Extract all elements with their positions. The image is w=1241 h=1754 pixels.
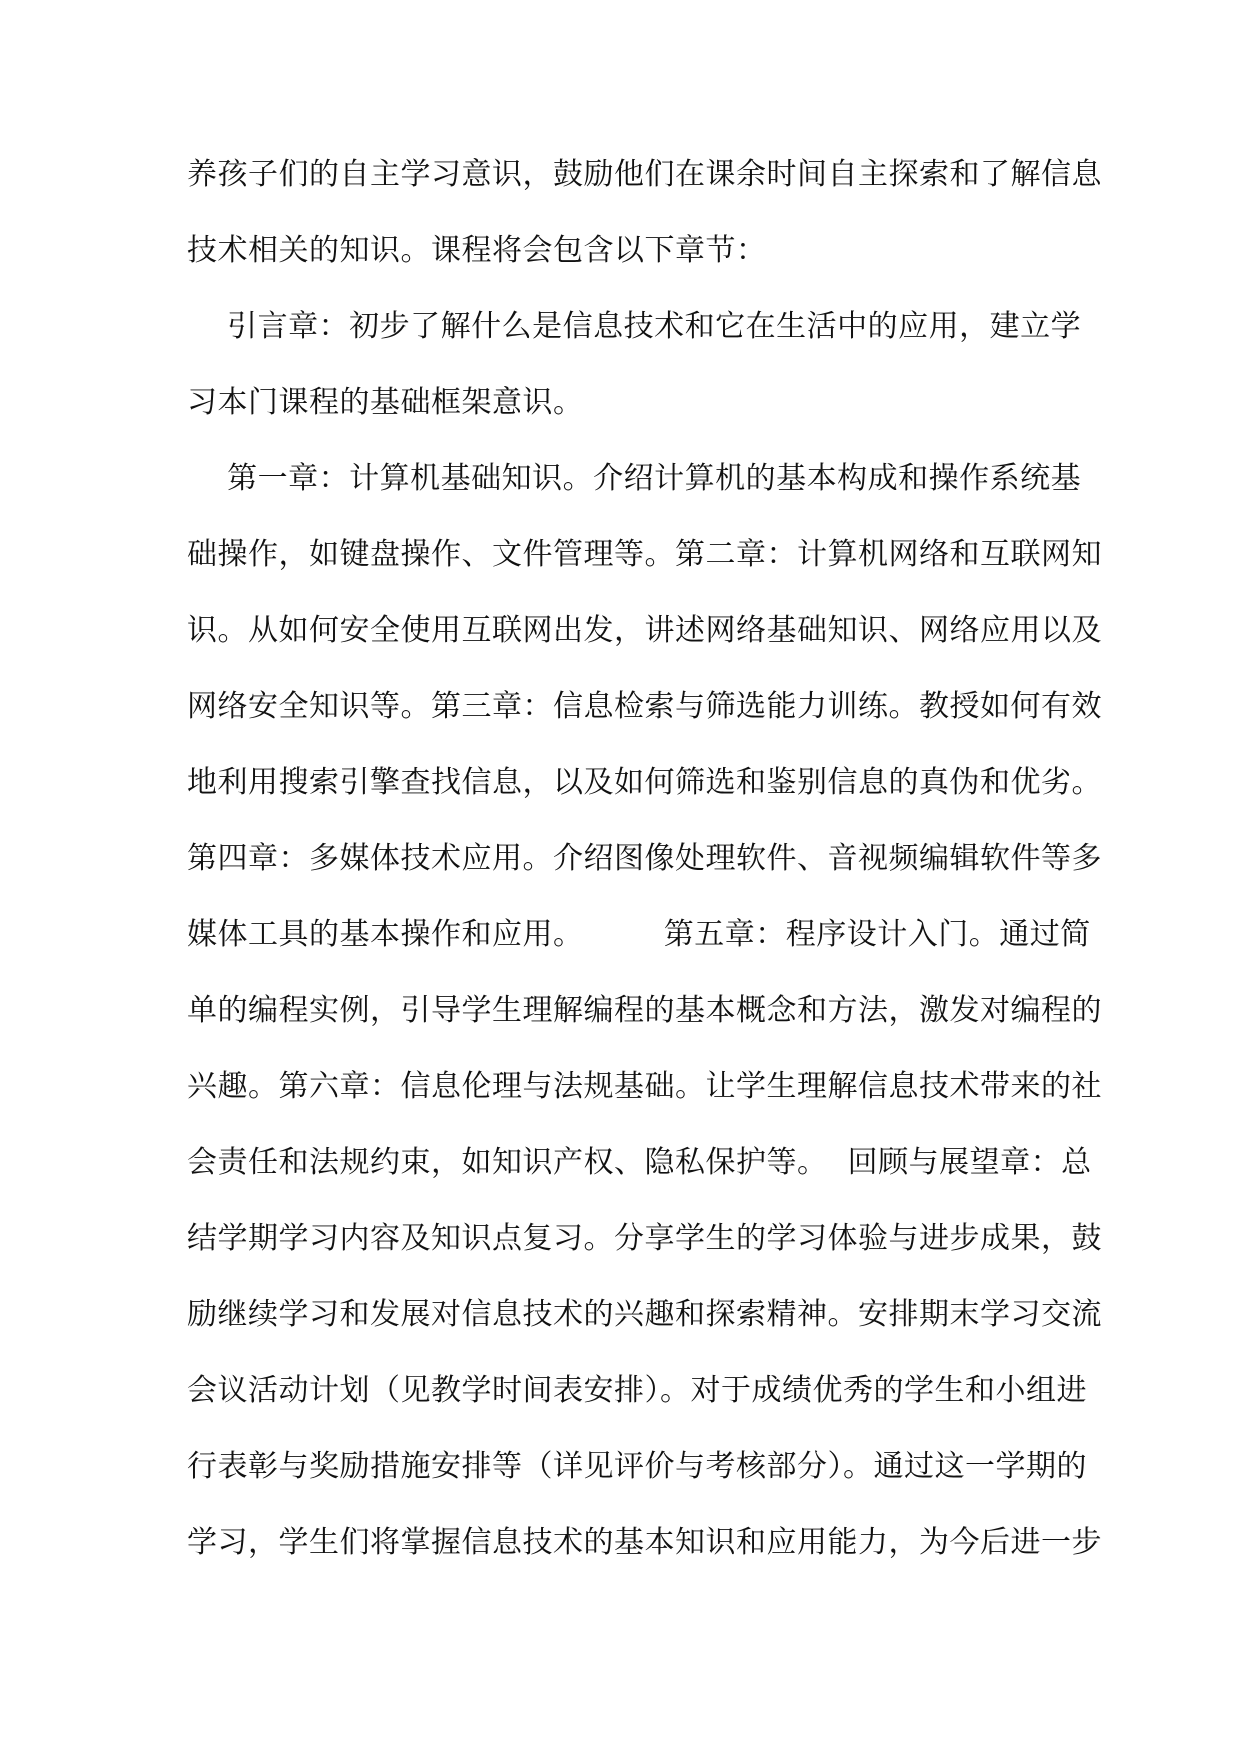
text-line: 第四章：多媒体技术应用。介绍图像处理软件、音视频编辑软件等多 — [187, 841, 1102, 876]
text-line: 会责任和法规约束，如知识产权、隐私保护等。 回顾与展望章：总 — [187, 1145, 1092, 1180]
text-line: 网络安全知识等。第三章：信息检索与筛选能力训练。教授如何有效 — [187, 689, 1102, 724]
text-line: 养孩子们的自主学习意识，鼓励他们在课余时间自主探索和了解信息 — [187, 157, 1102, 192]
text-line: 兴趣。第六章：信息伦理与法规基础。让学生理解信息技术带来的社 — [187, 1069, 1102, 1104]
text-line: 识。从如何安全使用互联网出发，讲述网络基础知识、网络应用以及 — [187, 613, 1102, 648]
text-line: 结学期学习内容及知识点复习。分享学生的学习体验与进步成果，鼓 — [187, 1221, 1102, 1256]
text-line: 第一章：计算机基础知识。介绍计算机的基本构成和操作系统基 — [187, 461, 1082, 496]
text-line: 习本门课程的基础框架意识。 — [187, 385, 584, 420]
text-line: 行表彰与奖励措施安排等（详见评价与考核部分）。通过这一学期的 — [187, 1449, 1087, 1484]
text-line: 励继续学习和发展对信息技术的兴趣和探索精神。安排期末学习交流 — [187, 1297, 1102, 1332]
body-text — [187, 137, 1102, 1581]
text-line: 技术相关的知识。课程将会包含以下章节： — [187, 233, 767, 268]
text-line: 单的编程实例，引导学生理解编程的基本概念和方法，激发对编程的 — [187, 993, 1102, 1028]
text-line: 会议活动计划（见教学时间表安排）。对于成绩优秀的学生和小组进 — [187, 1373, 1087, 1408]
text-line: 地利用搜索引擎查找信息，以及如何筛选和鉴别信息的真伪和优劣。 — [187, 765, 1102, 800]
text-line: 媒体工具的基本操作和应用。 第五章：程序设计入门。通过简 — [187, 917, 1091, 952]
text-line: 学习，学生们将掌握信息技术的基本知识和应用能力，为今后进一步 — [187, 1525, 1102, 1560]
text-line: 引言章：初步了解什么是信息技术和它在生活中的应用，建立学 — [187, 309, 1082, 344]
text-line: 础操作，如键盘操作、文件管理等。第二章：计算机网络和互联网知 — [187, 537, 1102, 572]
